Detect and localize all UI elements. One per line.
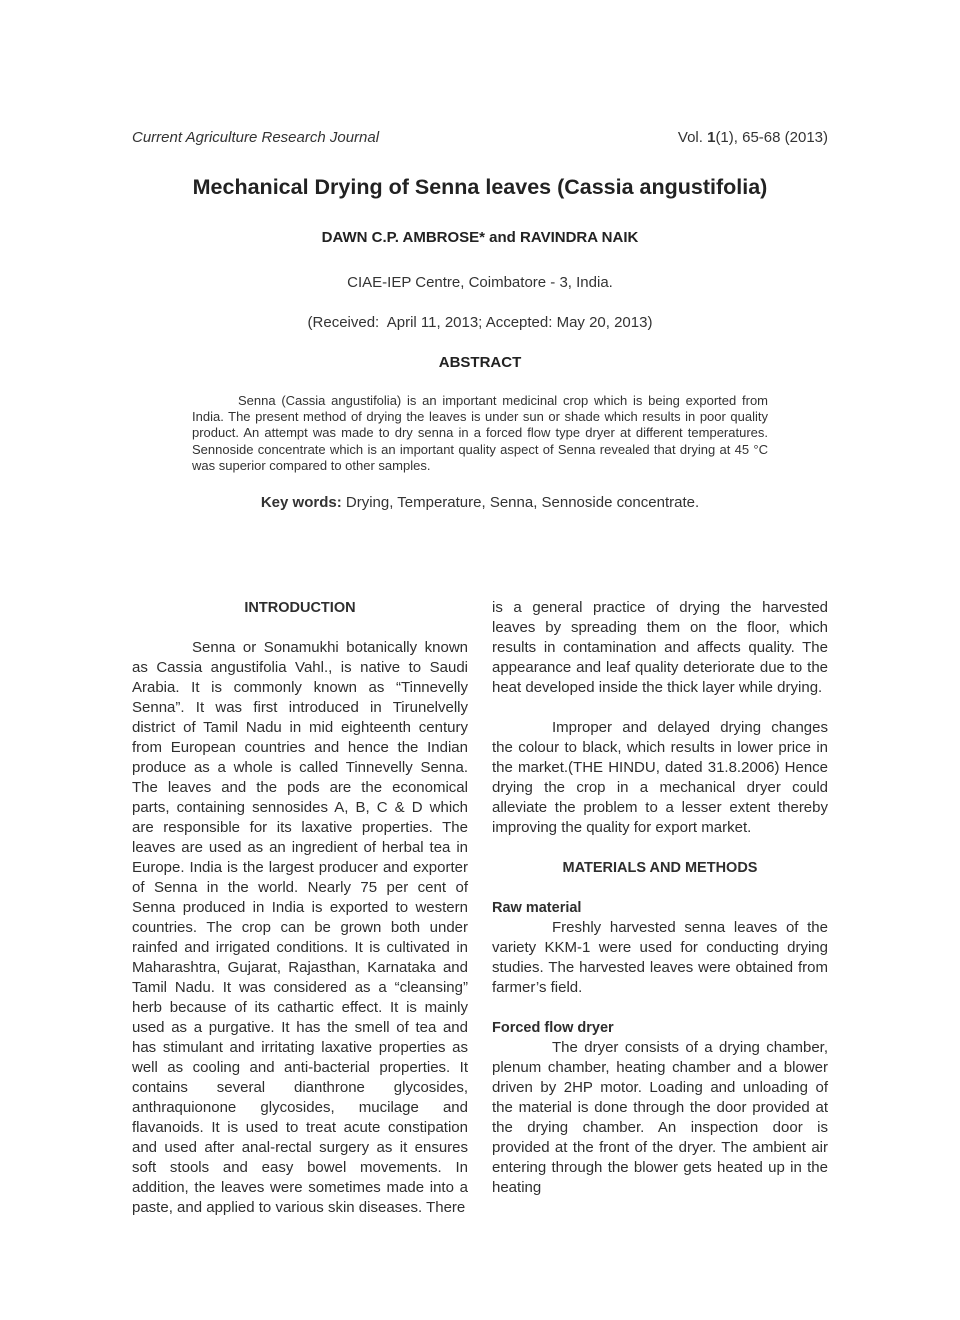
methods-heading: MATERIALS AND METHODS <box>562 860 758 876</box>
authors: DAWN C.P. AMBROSE* and RAVINDRA NAIK <box>321 229 639 246</box>
volume-info <box>678 129 828 146</box>
raw-material-text: Freshly harvested senna leaves of the variety KKM-1 were used for conducting drying studies. The harvested leaves were obtained from farmer’s field. <box>492 919 828 996</box>
keywords-label: Key words: <box>260 494 342 511</box>
keywords-text: Drying, Temperature, Senna, Sennoside concentrate. <box>341 494 700 511</box>
left-column <box>132 598 468 1218</box>
affiliation: CIAE-IEP Centre, Coimbatore - 3, India. <box>347 274 613 291</box>
forced-flow-dryer-text: The dryer consists of a drying chamber, plenum chamber, heating chamber and a blower driven by 2HP motor. Loading and unloading of the material is done through the door provided at the drying chamber. An inspection door is provided at the front of the dryer. The ambient air entering through the blower gets heated up in the heating <box>492 1039 828 1196</box>
volume-suffix: (1), 65-68 (2013) <box>715 129 828 146</box>
introduction-paragraph: Senna or Sonamukhi botanically known as Cassia angustifolia Vahl., is native to Saudi Arabia. It is commonly known as “Tinnevelly Senna”. It was first introduced in Tirunelvelly district of Tamil Nadu in mid eighteenth century from European countries and hence the Indian produce as a whole is called Tinnevelly Senna. The leaves and the pods are the economical parts, containing sennosides A, B, C & D which are responsible for its laxative properties. The leaves are used as an ingredient of herbal tea in Europe. India is the largest producer and exporter of Senna in the world. Nearly 75 per cent of Senna produced in India is exported to western countries. The crop can be grown both under rainfed and irrigated conditions. It is cultivated in Maharashtra, Gujarat, Rajasthan, Karnataka and Tamil Nadu. It was considered as a “cleansing” herb because of its cathartic effect. It is mainly used as a purgative. It has the smell of tea and has stimulant and irritating laxative properties as well as cooling and anti-bacterial properties. It contains several dianthrone glycosides, anthraquionone glycosides, mucilage and flavanoids. It is used to treat acute constipation and used after anal-rectal surgery as it ensures soft stools and easy bowel movements. In addition, the leaves were sometimes made into a paste, and applied to various skin diseases. There <box>132 639 468 1216</box>
forced-flow-dryer-heading: Forced flow dryer <box>492 1020 614 1036</box>
raw-material-heading: Raw material <box>492 900 582 916</box>
paper-title: Mechanical Drying of Senna leaves (Cassia angustifolia) <box>192 175 768 199</box>
journal-name: Current Agriculture Research Journal <box>132 129 380 146</box>
introduction-heading: INTRODUCTION <box>244 600 356 616</box>
volume-prefix: Vol. <box>677 129 708 146</box>
volume-number: 1 <box>707 129 716 146</box>
keywords <box>0 494 960 511</box>
introduction-paragraph-2: Improper and delayed drying changes the colour to black, which results in lower price in the market.(THE HINDU, dated 31.8.2006) Hence drying the crop in a mechanical dryer could alleviate the problem to a lesser extent thereby improving the quality for export market. <box>492 719 828 836</box>
introduction-continuation: is a general practice of drying the harvested leaves by spreading them on the floor, which results in contamination and affects quality. The appearance and leaf quality deteriorate due to the heat developed inside the thick layer while drying. <box>492 599 828 696</box>
abstract-text: Senna (Cassia angustifolia) is an important medicinal crop which is being exported from India. The present method of drying the leaves is under sun or shade which results in poor quality product. An attempt was made to dry senna in a forced flow type dryer at different temperatures. Sennoside concentrate which is an important quality aspect of Senna revealed that drying at 45 °C was superior compared to other samples. <box>192 393 768 473</box>
abstract-heading: ABSTRACT <box>438 354 522 371</box>
right-column <box>492 598 828 1198</box>
received-dates: (Received: April 11, 2013; Accepted: May 20, 2013) <box>307 314 653 331</box>
